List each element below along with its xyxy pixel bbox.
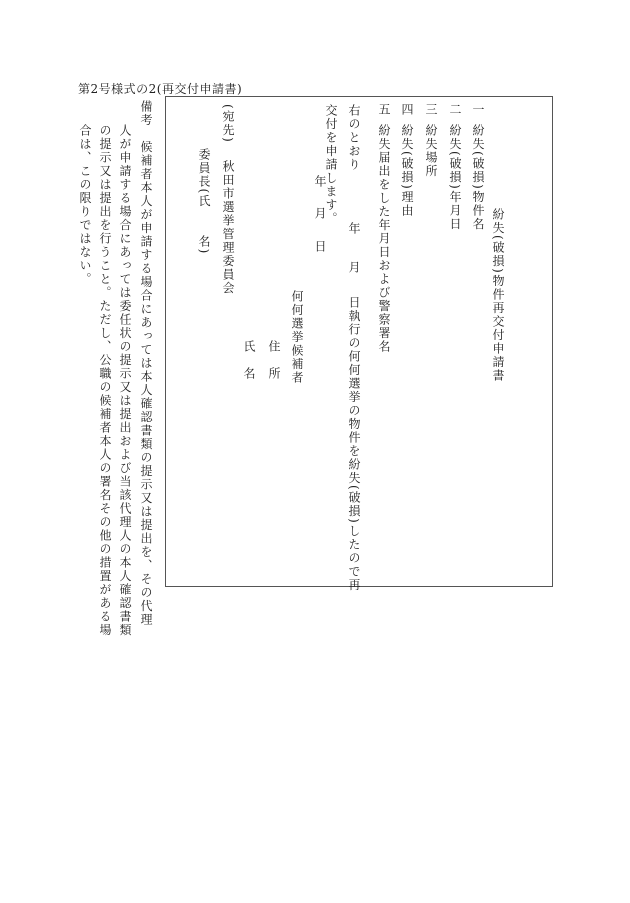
remarks-line-4: 合は、この限りではない。 xyxy=(78,124,92,286)
addressee-label: (宛先) xyxy=(221,104,235,144)
item-police-report: 紛失届出をした年月日および警察署名 xyxy=(377,124,391,354)
body-year: 年 xyxy=(347,222,361,236)
applicant-title: 何何選挙候補者 xyxy=(290,290,304,385)
remarks-line-1: 備考 候補者本人が申請する場合にあっては本人確認書類の提示又は提出を、その代理 xyxy=(139,100,153,627)
body-month: 月 xyxy=(347,261,361,275)
item-lost-place: 紛失場所 xyxy=(424,124,438,178)
item-number-1: 一 xyxy=(471,103,485,115)
name-label: 氏 名 xyxy=(242,340,256,381)
item-lost-reason: 紛失(破損)理由 xyxy=(400,124,414,218)
item-number-2: 二 xyxy=(448,103,462,115)
date-day: 日 xyxy=(313,240,327,254)
item-number-5: 五 xyxy=(377,103,391,115)
remarks-line-3: の提示又は提出を行うこと。ただし、公職の候補者本人の署名その他の措置がある場 xyxy=(98,124,112,637)
item-number-4: 四 xyxy=(400,103,414,115)
item-lost-date: 紛失(破損)年月日 xyxy=(448,124,462,231)
body-text-election: 日執行の何何選挙の物件を紛失(破損)したので再 xyxy=(347,296,361,592)
date-year: 年 xyxy=(313,175,327,189)
date-month: 月 xyxy=(313,207,327,221)
remarks-line-2: 人が申請する場合にあっては委任状の提示又は提出および当該代理人の本人確認書類 xyxy=(118,124,132,637)
form-title: 紛失(破損)物件再交付申請書 xyxy=(491,208,505,383)
item-number-3: 三 xyxy=(424,103,438,115)
form-number-header: 第2号様式の2(再交付申請書) xyxy=(78,82,243,96)
chairperson-name: 委員長(氏 名) xyxy=(197,148,211,255)
body-text-start: 右のとおり xyxy=(347,104,361,172)
item-lost-article-name: 紛失(破損)物件名 xyxy=(471,124,485,231)
address-label: 住 所 xyxy=(267,340,281,381)
body-text-request: 交付を申請します。 xyxy=(324,104,338,226)
committee-name: 秋田市選挙管理委員会 xyxy=(221,160,235,295)
